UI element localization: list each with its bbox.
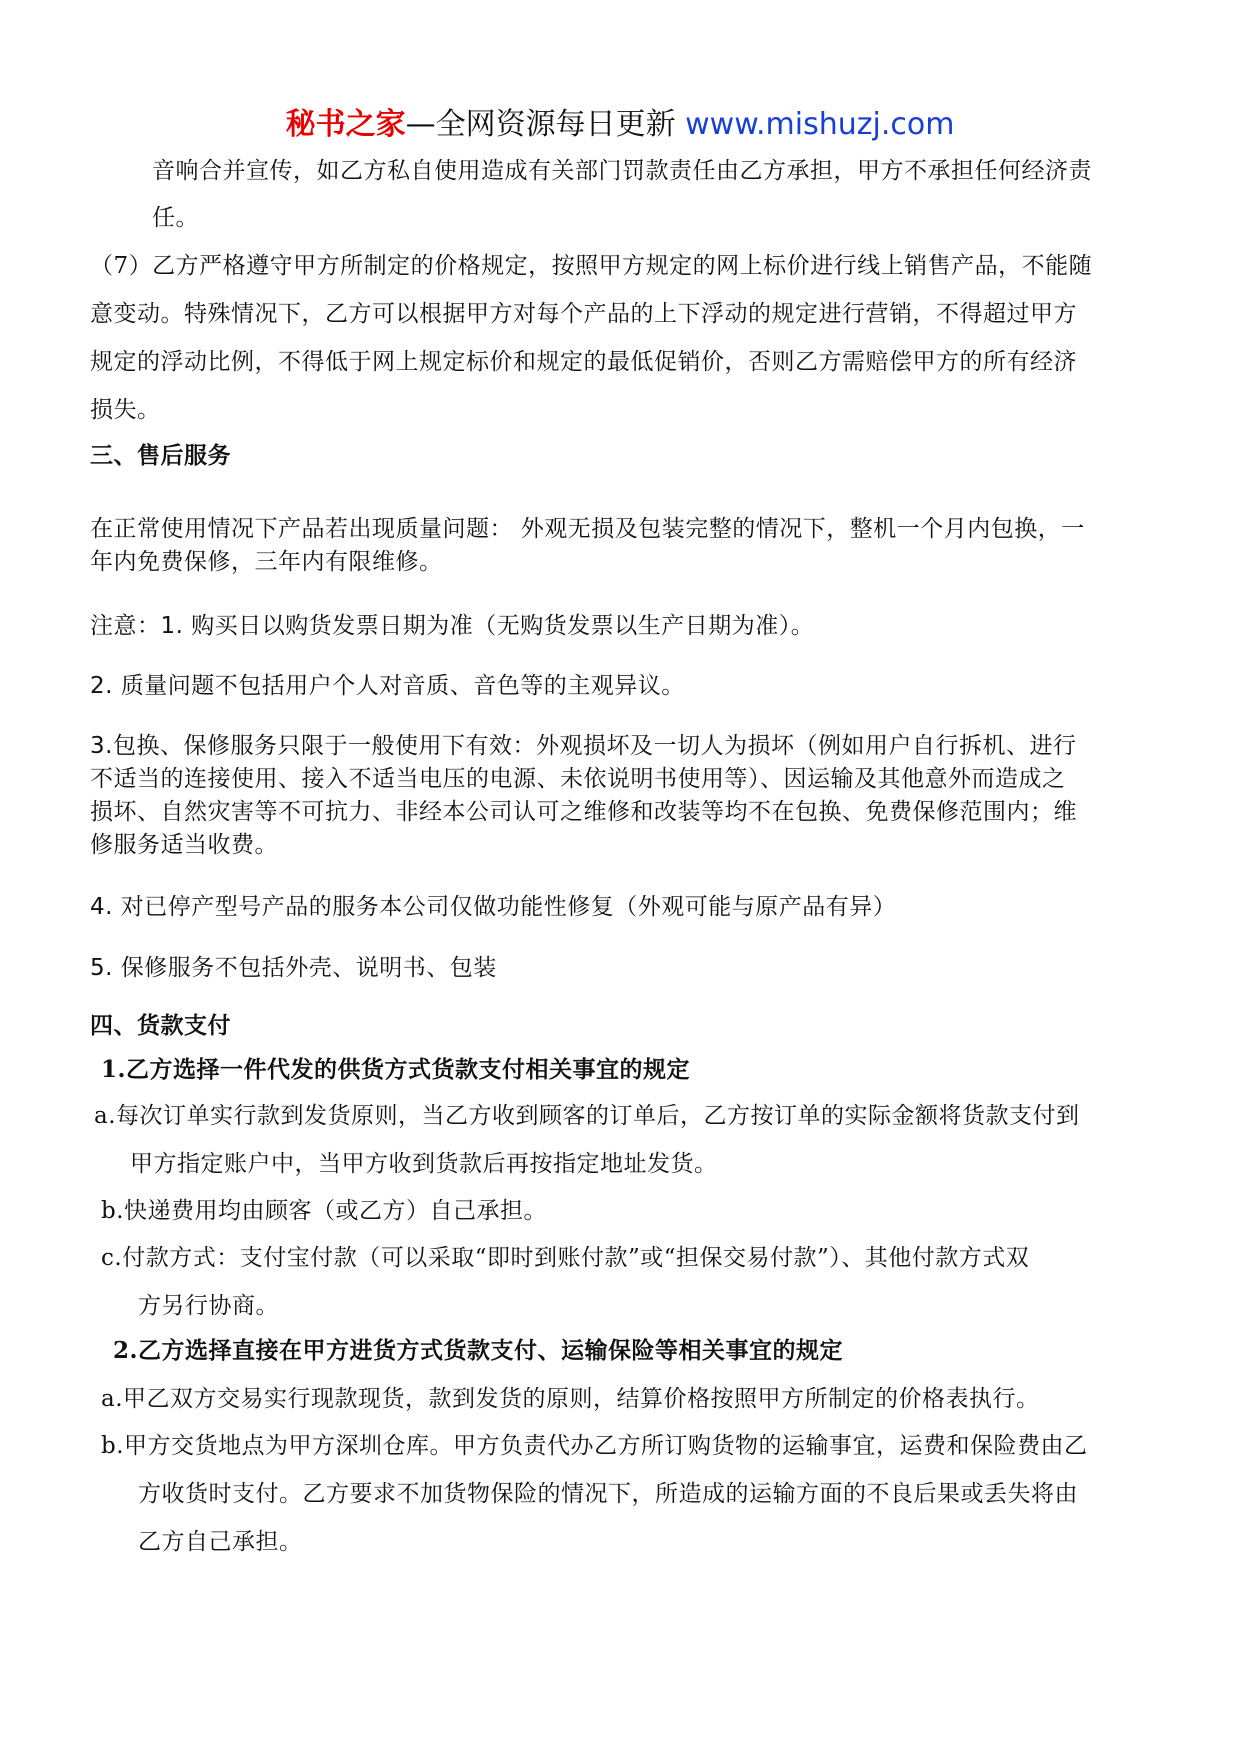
paragraph-line: 任。 xyxy=(152,205,199,231)
note-1 xyxy=(90,611,814,641)
note-1-prefix: 注意： xyxy=(90,613,161,639)
sub2-item-b-line: b.甲方交货地点为甲方深圳仓库。甲方负责代办乙方所订购货物的运输事宜，运费和保险费由乙 xyxy=(101,1433,1088,1459)
header-url-link[interactable]: www.mishuzj.com xyxy=(685,107,955,142)
note-3-line xyxy=(90,731,1076,761)
subsection-1-heading: 1.乙方选择一件代发的供货方式货款支付相关事宜的规定 xyxy=(101,1056,691,1083)
section-3-heading: 三、售后服务 xyxy=(90,442,231,469)
note-3-number: 3. xyxy=(90,733,113,759)
site-header-banner xyxy=(0,105,1240,145)
note-4-number: 4. xyxy=(90,894,113,920)
sub2-item-b-line: 方收货时支付。乙方要求不加货物保险的情况下，所造成的运输方面的不良后果或丢失将由 xyxy=(138,1481,1078,1507)
note-3-line: 不适当的连接使用、接入不适当电压的电源、未依说明书使用等）、因运输及其他意外而造成之 xyxy=(90,766,1066,792)
section-3-intro-line: 年内免费保修，三年内有限维修。 xyxy=(90,549,443,575)
section-4-heading: 四、货款支付 xyxy=(90,1012,231,1039)
note-4-text: 对已停产型号产品的服务本公司仅做功能性修复（外观可能与原产品有异） xyxy=(112,894,897,920)
subsection-2-heading: 2.乙方选择直接在甲方进货方式货款支付、运输保险等相关事宜的规定 xyxy=(113,1337,844,1364)
note-2-number: 2. xyxy=(90,673,113,699)
header-brand: 秘书之家 xyxy=(285,107,406,142)
item-7-line: 规定的浮动比例，不得低于网上规定标价和规定的最低促销价，否则乙方需赔偿甲方的所有经济 xyxy=(90,349,1077,375)
sub1-item-b: b.快递费用均由顾客（或乙方）自己承担。 xyxy=(101,1198,548,1224)
section-3-intro-line: 在正常使用情况下产品若出现质量问题： 外观无损及包装完整的情况下，整机一个月内包换，一 xyxy=(90,516,1085,542)
sub1-item-a-line: a.每次订单实行款到发货原则，当乙方收到顾客的订单后，乙方按订单的实际金额将货款支付到 xyxy=(94,1103,1080,1129)
item-7-line: 意变动。特殊情况下，乙方可以根据甲方对每个产品的上下浮动的规定进行营销，不得超过甲方 xyxy=(90,301,1077,327)
sub1-item-a-line: 甲方指定账户中，当甲方收到货款后再按指定地址发货。 xyxy=(130,1151,718,1177)
item-7-line: 损失。 xyxy=(90,397,161,423)
note-1-number: 1. xyxy=(160,613,184,639)
note-4 xyxy=(90,892,896,922)
note-2-text: 质量问题不包括用户个人对音质、音色等的主观异议。 xyxy=(112,673,685,699)
note-3-text: 包换、保修服务只限于一般使用下有效：外观损坏及一切人为损坏（例如用户自行拆机、进行 xyxy=(112,733,1077,759)
note-1-text: 购买日以购货发票日期为准（无购货发票以生产日期为准）。 xyxy=(183,613,815,639)
note-5 xyxy=(90,953,497,983)
note-3-line: 损坏、自然灾害等不可抗力、非经本公司认可之维修和改装等均不在包换、免费保修范围内；维 xyxy=(90,799,1077,825)
note-5-text: 保修服务不包括外壳、说明书、包装 xyxy=(112,955,497,981)
item-7-line: （7）乙方严格遵守甲方所制定的价格规定，按照甲方规定的网上标价进行线上销售产品，不能随 xyxy=(90,253,1093,279)
paragraph-line: 音响合并宣传，如乙方私自使用造成有关部门罚款责任由乙方承担，甲方不承担任何经济责 xyxy=(152,158,1092,184)
sub1-item-c-line: 方另行协商。 xyxy=(138,1293,279,1319)
sub2-item-a: a.甲乙双方交易实行现款现货，款到发货的原则，结算价格按照甲方所制定的价格表执行。 xyxy=(101,1386,1040,1412)
sub1-item-c-line: c.付款方式：支付宝付款（可以采取“即时到账付款”或“担保交易付款”）、其他付款方式双 xyxy=(101,1245,1030,1271)
note-3-line: 修服务适当收费。 xyxy=(90,832,278,858)
header-slogan: —全网资源每日更新 xyxy=(405,107,686,142)
sub2-item-b-line: 乙方自己承担。 xyxy=(138,1529,303,1555)
note-2 xyxy=(90,671,685,701)
note-5-number: 5. xyxy=(90,955,113,981)
